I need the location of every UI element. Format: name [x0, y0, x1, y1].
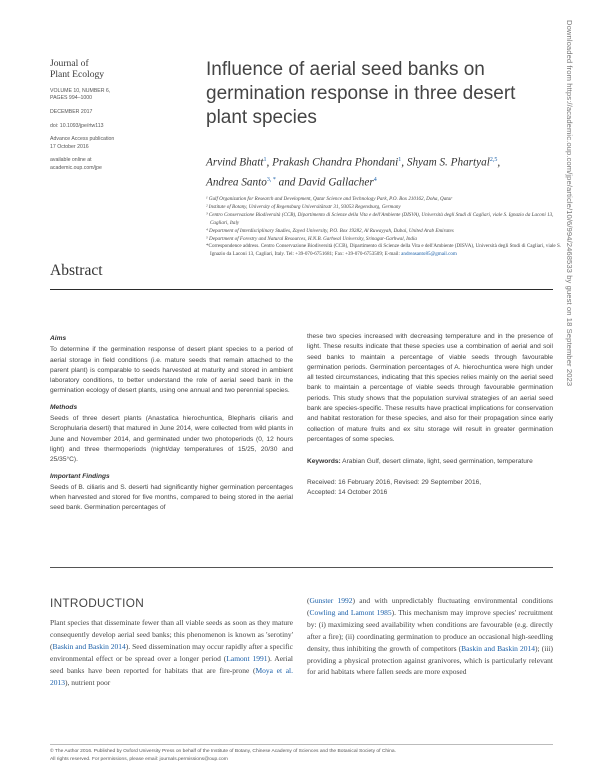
intro-text: Plant species that disseminate fewer than all viable seeds as soon as they mature consequently develop aerial seed banks; this phenomenon is known as 'serotiny' ( [50, 618, 293, 651]
author-name: Andrea Santo [206, 176, 267, 189]
affiliations [206, 196, 562, 259]
affiliation-1: ¹ Gulf Organization for Research and Development, Qatar Science and Technology Park, P.O. Box 210162, Doha, Qatar [206, 196, 453, 202]
journal-name-line2: Plant Ecology [50, 69, 105, 81]
citation-link[interactable]: Cowling and Lamont 1985 [309, 607, 392, 617]
abstract-methods [50, 403, 293, 466]
online-availability [50, 157, 190, 172]
aims-title: Aims [50, 335, 67, 342]
journal-info [50, 58, 190, 179]
intro-text: ). This mechanism may improve species' recruitment by: (i) maximizing seed availability when conditions are favourable (e.g. directly after a fire); (ii) coordinating germination to produce an occasional high-seedling density, thus inhibiting the growth of competitors ( [307, 607, 553, 653]
citation-link[interactable]: Lamont 1991 [226, 653, 268, 663]
download-watermark-text: Downloaded from https://academic.oup.com/jpe/article/10/6/994/2468533 by guest on 18 September 2023 [565, 20, 574, 387]
author-separator: , [401, 156, 407, 169]
keywords-label: Keywords: [307, 458, 341, 466]
author-list [206, 152, 506, 192]
findings-text: Seeds of B. ciliaris and S. deserti had significantly higher germination percentages when harvested and stored for five months, compared to being stored in the aerial seed bank. Germination percentages of [50, 483, 293, 512]
affiliation-2: ² Institute of Botany, University of Regensburg Universitätsstr 31, 93053 Regensburg, Germany [206, 203, 401, 210]
intro-text: ), nutrient poor [65, 677, 111, 687]
online-line1: available online at [50, 157, 92, 164]
intro-left-column [50, 617, 293, 688]
download-watermark [565, 10, 586, 770]
doi[interactable]: doi: 10.1093/jpe/rtw113 [50, 122, 104, 129]
abstract-findings [50, 472, 293, 514]
abstract-top-rule [50, 289, 553, 290]
author-affiliation-mark[interactable]: 1 [398, 157, 402, 163]
intro-text: ) and with unpredictably fluctuating environmental conditions ( [307, 596, 553, 617]
introduction-heading: INTRODUCTION [50, 596, 145, 610]
citation-link[interactable]: Baskin and Baskin 2014 [461, 643, 536, 653]
author-name: Shyam S. Phartyal [406, 156, 490, 169]
issue-date: DECEMBER 2017 [50, 109, 93, 115]
received-revised-date: Received: 16 February 2016, Revised: 29 September 2016, [307, 478, 482, 486]
accepted-date: Accepted: 14 October 2016 [307, 488, 388, 496]
correspondence-text: *Correspondence address. Centro Conservazione Biodiversità (CCB), Dipartimento di Scienze della Vita e dell'Ambiente (DISVA), Università degli Studi di Cagliari, viale S. Ignazio da Laconi 13, Cagliari, Italy. Tel: +39-070-6751681; Fax: +39-070-6753509; E-mail: [206, 243, 562, 258]
abstract-aims [50, 334, 293, 397]
intro-text: ). Seed dissemination may occur rapidly after a specific environmental effect or be spread over a longer period ( [50, 641, 293, 663]
author-separator: , [497, 156, 501, 169]
permissions-line: All rights reserved. For permissions, please email: journals.permissions@oup.com [50, 757, 228, 762]
affiliation-5: ⁵ Department of Forestry and Natural Resources, H.N.B. Garhwal University, Srinagar-Garhwal, India [206, 235, 417, 242]
intro-text: ). Aerial seed banks have been reported for habitats that are fire-prone ( [50, 653, 294, 675]
intro-text: ); (iii) providing a physical protection against granivores, which is particularly relevant for arid habitats where fallen seeds are more exposed [307, 643, 553, 677]
author-separator: and [275, 176, 299, 189]
author-name: Prakash Chandra Phondani [272, 156, 399, 169]
findings-continued-text: these two species increased with decreasing temperature and in the presence of light. These results indicate that these species use a combination of aerial and soil seed banks to maintain a percentage of viable seeds through favourable germination periods. Germination percentages of A. hierochuntica were high under all tested circumstances, indicating that this species relies mainly on the aerial seed bank to maintain a percentage of viable seeds through favourable germination periods. This study shows that the population survival strategies of an aerial seed bank are species-specific. These results have practical implications for conservation and habitat restoration for these species, and also for their propagation since early collection of mature fruits and ex situ storage will result in greater germination percentages of some species. [307, 333, 553, 443]
correspondence-address [206, 243, 562, 259]
keywords [307, 457, 553, 467]
affiliation-3: ³ Centro Conservazione Biodiversità (CCB), Dipartimento di Scienze della Vita e dell'Ambiente (DISVA), Università degli Studi di Cagliari, viale S. Ignazio da Laconi 13, Cagliari, Italy [206, 211, 554, 226]
keywords-text: Arabian Gulf, desert climate, light, seed germination, temperature [340, 458, 533, 466]
abstract-right-column [307, 332, 553, 498]
abstract-left-column [50, 334, 293, 520]
journal-name [50, 58, 190, 81]
author-name: Arvind Bhatt [206, 156, 264, 169]
citation-link[interactable]: Gunster 1992 [309, 596, 353, 605]
abstract-heading: Abstract [50, 262, 103, 279]
methods-text: Seeds of three desert plants (Anastatica hierochuntica, Blepharis ciliaris and Scrophularia deserti) that matured in June 2014, were collected from wild plants in June and November 2014, and germinated under two photoperiods (0, 12 hours light) and three thermoperiods (night/day temperatures of 15/25, 20/30 and 25/35°C). [50, 415, 293, 464]
author-affiliation-mark[interactable]: 2,5 [489, 157, 498, 163]
advance-access [50, 136, 190, 151]
advance-line1: Advance Access publication [50, 136, 115, 143]
pages-line: PAGES 994–1000 [50, 95, 93, 102]
author-affiliation-mark[interactable]: 4 [373, 177, 377, 184]
copyright-line: © The Author 2016. Published by Oxford University Press on behalf of the Institute of Botany, Chinese Academy of Sciences and the Botanical Society of China. [50, 749, 396, 754]
article-title: Influence of aerial seed banks on germination response in three desert plant species [206, 59, 516, 128]
intro-right-column [307, 595, 553, 678]
volume-line: VOLUME 10, NUMBER 6, [50, 87, 111, 94]
affiliation-4: ⁴ Department of Interdisciplinary Studies, Zayed University, P.O. Box 19282, Al Ruwayyah, Dubai, United Arab Emirates [206, 227, 454, 234]
volume-info [50, 88, 190, 103]
abstract-bottom-rule [50, 567, 553, 568]
author-name: David Gallacher [298, 176, 374, 189]
citation-link[interactable]: Baskin and Baskin 2014 [52, 641, 126, 651]
author-separator: , [266, 156, 273, 169]
footer-rule [50, 744, 553, 745]
article-dates [307, 478, 553, 499]
author-affiliation-mark[interactable]: 1 [263, 157, 267, 163]
methods-title: Methods [50, 403, 78, 411]
aims-text: To determine if the germination response of desert plant species to a period of aerial storage in field conditions (i.e. mature seeds that remain attached to the parent plant) is comparable to seeds harvested at maturity and stored in ambient laboratory conditions, to better understand the role of aerial seed bank in the germination ecology of desert plants, using one annual and two perennial species. [50, 346, 293, 395]
author-affiliation-mark[interactable]: 3, * [266, 177, 276, 184]
findings-title: Important Findings [50, 472, 110, 480]
correspondence-email-link[interactable]: andreasanto85@gmail.com [401, 251, 457, 258]
citation-link[interactable]: Moya et al. 2013 [50, 665, 293, 687]
advance-line2: 17 October 2016 [50, 143, 89, 150]
intro-text: ( [307, 596, 310, 605]
journal-name-line1: Journal of [50, 58, 89, 69]
online-line2[interactable]: academic.oup.com/jpe [50, 164, 102, 171]
copyright-footer [50, 748, 553, 764]
